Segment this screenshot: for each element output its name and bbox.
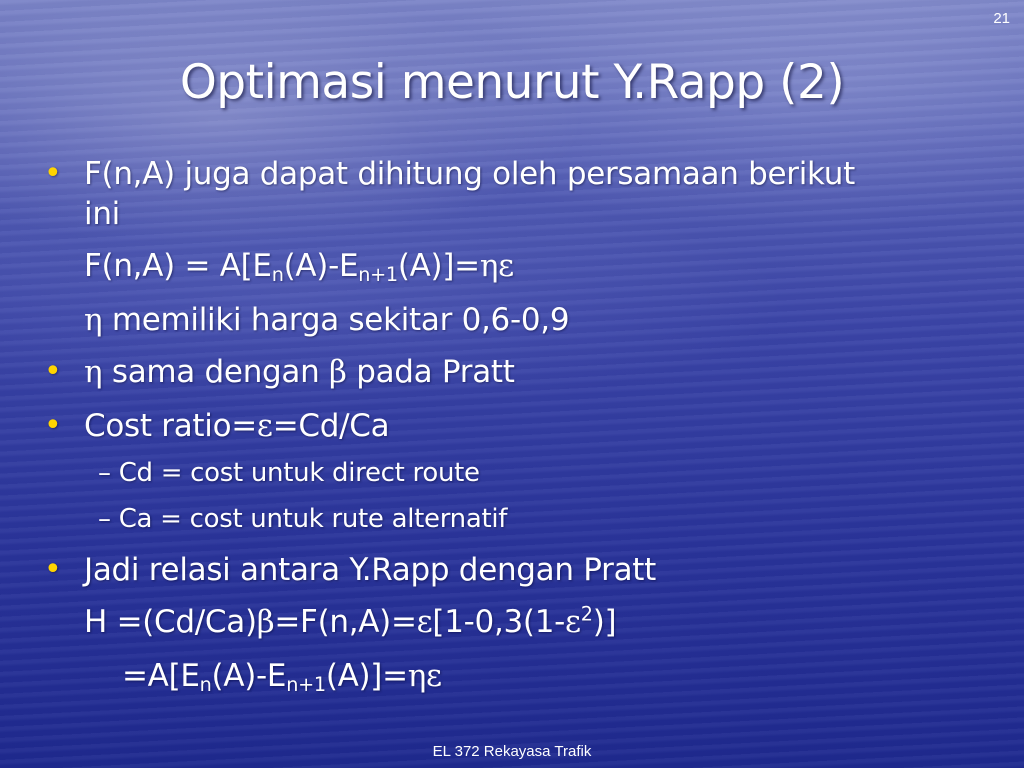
slide-title: Optimasi menurut Y.Rapp (2) bbox=[179, 55, 845, 110]
sub-bullet-text: – Cd = cost untuk direct route bbox=[98, 458, 480, 488]
sub-bullet-text: – Ca = cost untuk rute alternatif bbox=[98, 504, 508, 534]
slide-number: 21 bbox=[993, 10, 1010, 27]
bullet-text: Jadi relasi antara Y.Rapp dengan Pratt bbox=[84, 552, 656, 588]
bullet-text: η sama dengan β pada Pratt bbox=[84, 354, 515, 390]
bullet-icon: • bbox=[44, 552, 62, 587]
formula-line: $=A[E_n(A)-E_{n+1}(A)]=\eta\varepsilon$ bbox=[122, 658, 442, 696]
formula-line: $F(n,A) = A[E_n(A)-E_{n+1}(A)]=\eta\varepsilon$ bbox=[84, 248, 514, 286]
bullet-text: F(n,A) juga dapat dihitung oleh persamaan berikut bbox=[84, 156, 855, 192]
slide-footer: EL 372 Rekayasa Trafik bbox=[432, 743, 592, 760]
bullet-text: Cost ratio=ε=Cd/Ca bbox=[84, 408, 390, 444]
bullet-text-continuation: ini bbox=[84, 196, 120, 232]
bullet-icon: • bbox=[44, 156, 62, 191]
bullet-icon: • bbox=[44, 354, 62, 389]
formula-line: $H =(Cd/Ca)\beta=F(n,A)=\varepsilon[1-0,3(1-\varepsilon^2)]$ bbox=[84, 602, 617, 640]
eta-range-line: η memiliki harga sekitar 0,6-0,9 bbox=[84, 302, 570, 338]
bullet-icon: • bbox=[44, 408, 62, 443]
